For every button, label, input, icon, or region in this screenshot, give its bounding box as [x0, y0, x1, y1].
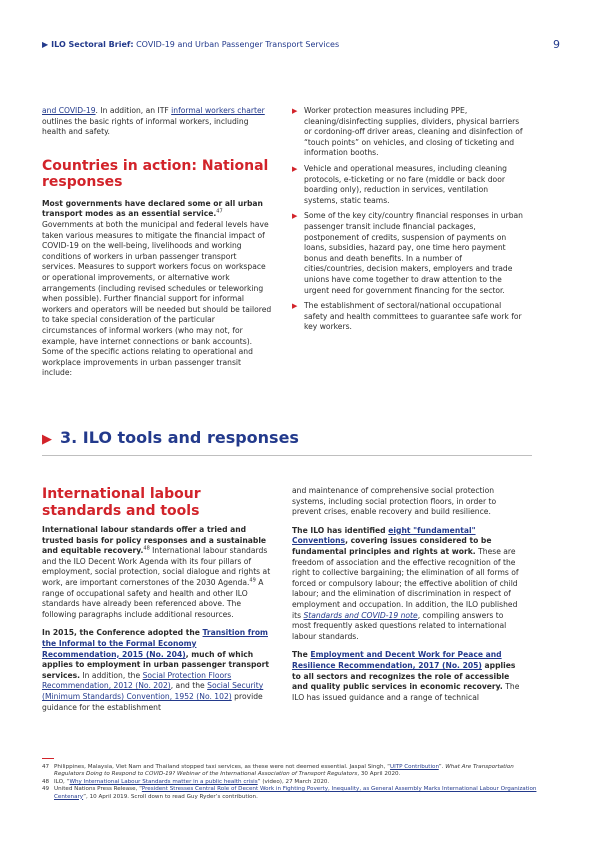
paragraph: In 2015, the Conference adopted the Transition from the Informal to the Formal Economy Recommendation, 2015 (No. 204), much of which applies to employment in urban passenger transport services. In addition, the Social Protection Floors Recommendation, 2012 (No. 202), and the Social Security (Minimum Standards) Convention, 1952 (No. 102) provide guidance for the establishment [42, 628, 270, 712]
link-un-press-release[interactable]: President Stresses Central Role of Decent Work in Fighting Poverty, Inequality, as General Assembly Marks International Labour Organization Centenary [54, 786, 537, 800]
link-informal-workers-charter[interactable]: informal workers charter [171, 106, 265, 115]
link-recommendation-205[interactable]: Employment and Decent Work for Peace and Resilience Recommendation, 2017 (No. 205) [292, 650, 502, 670]
link-convention-102[interactable]: Social Security (Minimum Standards) Convention, 1952 (No. 102) [42, 681, 264, 701]
list-item: ▶ Vehicle and operational measures, including cleaning protocols, e-ticketing or no fare (middle or back door boarding only), reduction in services, ventilation systems, static teams. [292, 163, 507, 205]
running-header [42, 40, 339, 49]
footnotes [42, 764, 542, 801]
footnote-divider [42, 758, 54, 759]
list-item: ▶ The establishment of sectoral/national occupational safety and health committees to guarantee safe work for key workers. [292, 301, 522, 332]
page-number: 9 [553, 38, 560, 51]
triangle-bullet-icon: ▶ [42, 432, 52, 447]
left-column-top [42, 106, 272, 387]
paragraph: Most governments have declared some or all urban transport modes as an essential service.$^{47}$ Governments at both the municipal and federal levels have taken various measures to mitigate the financial impact of COVID-19 on the well-being, livelihoods and working conditions of workers in urban passenger transport services. Measures to support workers focus on workspace or operational improvements, or alternative work arrangements (including revised schedules or teleworking when possible). Further financial support for informal workers and operators will be needed but should be tailored to take special consideration of the particular circumstances of informal workers (who may not, for example, have internet connections or bank accounts). Some of the specific actions relating to operational and workplace improvements in urban passenger transit include: [42, 198, 272, 378]
link-recommendation-202[interactable]: Social Protection Floors Recommendation, 2012 (No. 202) [42, 670, 232, 691]
section-3-title: ▶ 3. ILO tools and responses [42, 428, 299, 447]
footnote-ref[interactable]: 48 [143, 545, 150, 552]
paragraph: The ILO has identified eight "fundamental" Conventions, covering issues considered to be fundamental principles and rights at work. These are freedom of association and the effective recognition of the right to collective bargaining; the elimination of all forms of forced or compulsory labour; the effective abolition of child labour; and the elimination of discrimination in respect of employment and occupation. In addition, the ILO published its Standards and COVID-19 note, compiling answers to most frequently asked questions related to international labour standards. [292, 525, 519, 641]
triangle-bullet-icon: ▶ [42, 40, 49, 49]
footnote-ref[interactable]: 49 [249, 577, 256, 584]
paragraph: and maintenance of comprehensive social protection systems, including social protection floors, in order to prevent crises, enable recovery and build resilience. [292, 486, 497, 517]
footnote-47: 47 Philippines, Malaysia, Viet Nam and Thailand stopped taxi services, as these were not deemed essential. Jaspal Singh, “UITP Contribution”. What Are Transportation Regulators Doing to Respond to COVID-19? Webinar of the International Association of Transport Regulators, 30 April 2020. [42, 764, 514, 778]
paragraph: International labour standards offer a tried and trusted basis for policy responses and a sustainable and equitable recovery.$^{48}$ International labour standards and the ILO Decent Work Agenda with its four pillars of employment, social protection, social dialogue and rights at work, are important cornerstones of the 2030 Agenda.$^{49}$ A range of occupational safety and health and other ILO standards have already been referenced above. The following paragraphs include additional resources. [42, 525, 271, 619]
section-divider [42, 455, 532, 456]
triangle-bullet-icon: ▶ [292, 164, 298, 173]
right-column-bottom [292, 486, 524, 711]
right-column-top [292, 106, 524, 338]
footnote-49: 49 United Nations Press Release, “President Stresses Central Role of Decent Work in Fighting Poverty, Inequality, as General Assembly Marks International Labour Organization Centenary”, 10 April 2019. Scroll down to read Guy Ryder’s contribution. [42, 786, 537, 800]
paragraph: and COVID-19. In addition, an ITF informal workers charter outlines the basic rights of informal workers, including health and safety. [42, 106, 265, 137]
list-item: ▶ Worker protection measures including PPE, cleaning/disinfecting supplies, dividers, physical barriers or cordoning-off driver areas, cleaning and disinfection of “touch points” on vehicles, and closing of ticketing and information booths. [292, 106, 523, 158]
link-recommendation-204[interactable]: Transition from the Informal to the Formal Economy Recommendation, 2015 (No. 204) [42, 628, 268, 659]
footnote-ref[interactable]: 47 [216, 208, 223, 215]
brief-title: COVID-19 and Urban Passenger Transport Services [136, 40, 340, 49]
link-ils-video[interactable]: Why International Labour Standards matter in a public health crisis [69, 778, 258, 785]
triangle-bullet-icon: ▶ [292, 302, 298, 311]
left-column-bottom [42, 486, 272, 721]
footnote-48: 48 ILO, “Why International Labour Standards matter in a public health crisis” (video), 27 March 2020. [42, 778, 330, 785]
section-heading-countries: Countries in action: National responses [42, 157, 269, 191]
triangle-bullet-icon: ▶ [292, 212, 298, 221]
measures-list [292, 106, 524, 333]
link-uitp-contribution[interactable]: UITP Contribution [389, 764, 439, 770]
paragraph: The Employment and Decent Work for Peace and Resilience Recommendation, 2017 (No. 205) applies to all sectors and recognizes the role of accessible and quality public services in economic recovery. The ILO has issued guidance and a range of technical [292, 650, 520, 702]
link-standards-covid-note[interactable]: Standards and COVID-19 note [303, 610, 418, 620]
list-item: ▶ Some of the key city/country financial responses in urban passenger transit include financial packages, postponement of credits, suspension of payments on loans, subsidies, hazard pay, one time hero payment bonus and death benefits. In a number of cities/countries, decision makers, employers and trade unions have come together to draw attention to the urgent need for government financing for the sector. [292, 211, 523, 295]
link-fundamental-conventions[interactable]: eight "fundamental" Conventions [292, 525, 476, 546]
section-heading-standards: International labour standards and tools [42, 486, 201, 519]
link-covid-guidance[interactable]: and COVID-19 [42, 106, 96, 115]
brief-label: ILO Sectoral Brief: [51, 40, 134, 49]
triangle-bullet-icon: ▶ [292, 107, 298, 115]
